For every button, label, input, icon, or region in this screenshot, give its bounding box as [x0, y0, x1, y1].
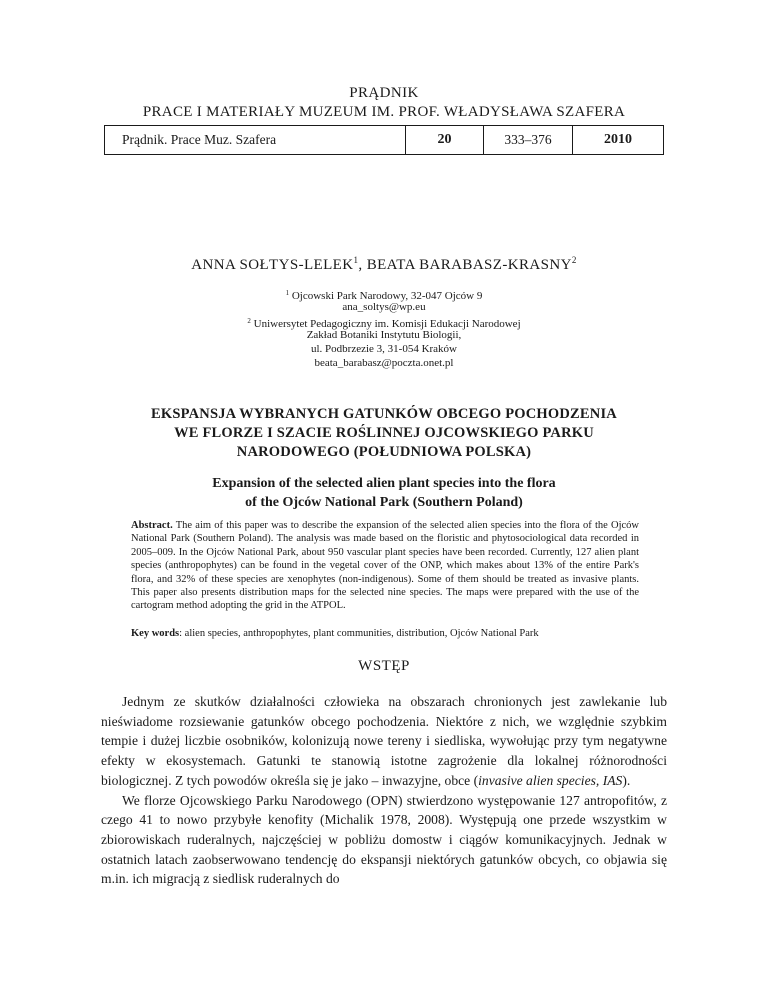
title-en-line: of the Ojców National Park (Southern Poland)	[245, 495, 523, 510]
paragraph: We florze Ojcowskiego Parku Narodowego (OPN) stwierdzono występowanie 127 antropofitów, z czego 41 to nowo przybyłe kenofity (Michalik 1978, 2008). Występują one przede wszystkim w zbiorowiskach ruderalnych, najczęściej w pobliżu domostw i ciągów komunikacyjnych. Jednak w ostatnich latach zaobserwowano tendencję do ekspansji niektórych gatunków obcych, co objawia się m.in. ich migracją z siedlisk ruderalnych do	[101, 792, 667, 887]
title-en-line: Expansion of the selected alien plant species into the flora	[212, 476, 556, 491]
authors-line	[0, 255, 768, 274]
author-separator: ,	[358, 257, 367, 273]
affiliation-line: ul. Podbrzezie 3, 31-054 Kraków	[310, 343, 458, 355]
body-text	[101, 692, 667, 889]
citation-label: Prądnik. Prace Muz. Szafera	[122, 132, 277, 147]
affiliation-line: $^1$ Ojcowski Park Narodowy, 32-047 Ojców 9	[285, 289, 483, 302]
paragraph: Jednym ze skutków działalności człowieka na obszarach chronionych jest zawlekanie lub nieświadome rozsiewanie gatunków obcego pochodzenia. Niektóre z nich, we względnie szybkim tempie i dużej liczbie osobników, kolonizują nowe tereny i siedliska, wywołując przy tym negatywne efekty w ekosystemach. Gatunki te stanowią istotne zagrożenie dla lokalnej różnorodności biologicznej. Z tych powodów określa się je jako – inwazyjne, obce (invasive alien species, IAS).	[101, 694, 667, 788]
keywords-label: Key words	[131, 628, 180, 639]
publication-year: 2010	[572, 126, 663, 154]
title-pl-line: NARODOWEGO (POŁUDNIOWA POLSKA)	[236, 444, 532, 460]
affiliation-line: $^2$ Uniwersytet Pedagogiczny im. Komisji Edukacji Narodowej	[247, 317, 521, 330]
abstract-text: The aim of this paper was to describe the expansion of the selected alien species into the flora of the Ojców National Park (Southern Poland). The analysis was made based on the floristic and phytosociological data recorded in 2005–009. In the Ojców National Park, about 950 vascular plant species have been recorded. Currently, 127 alien plant species (anthropophytes) can be found in the vegetal cover of the ONP, which makes about 13% of the entire Park's flora, and 32% of these species are xenophytes (non-indigenous). Some of them should be treated as invasive plants. This paper also presents distribution maps for the selected nine species. The maps were prepared with the use of the cartogram method adopting the grid in the ATPOL.	[131, 520, 639, 612]
page-range: 333–376	[483, 126, 572, 154]
author-2: BEATA BARABASZ-KRASNY	[366, 257, 572, 273]
affiliation-email: beata_barabasz@poczta.onet.pl	[314, 357, 454, 369]
emphasis: invasive alien species, IAS	[478, 772, 623, 788]
volume-number: 20	[405, 126, 483, 154]
keywords-text: : alien species, anthropophytes, plant communities, distribution, Ojców National Park	[179, 628, 539, 639]
citation-box	[104, 125, 664, 155]
author-1: ANNA SOŁTYS-LELEK	[191, 257, 354, 273]
journal-name: PRĄDNIK	[349, 85, 419, 101]
article-title-english	[0, 474, 768, 512]
abstract	[131, 519, 639, 613]
affiliation-email: ana_soltys@wp.eu	[342, 301, 426, 313]
author-2-affiliation-mark: 2	[571, 255, 577, 265]
title-pl-line: WE FLORZE I SZACIE ROŚLINNEJ OJCOWSKIEGO PARKU	[174, 425, 594, 441]
title-pl-line: EKSPANSJA WYBRANYCH GATUNKÓW OBCEGO POCHODZENIA	[151, 406, 617, 422]
article-title-polish	[0, 405, 768, 462]
journal-subtitle: PRACE I MATERIAŁY MUZEUM IM. PROF. WŁADYSŁAWA SZAFERA	[142, 104, 626, 120]
abstract-label: Abstract.	[131, 520, 173, 531]
affiliation-line: Zakład Botaniki Instytutu Biologii,	[306, 329, 462, 341]
keywords	[131, 627, 651, 640]
section-heading: WSTĘP	[358, 658, 410, 674]
author-1-affiliation-mark: 1	[353, 255, 359, 265]
